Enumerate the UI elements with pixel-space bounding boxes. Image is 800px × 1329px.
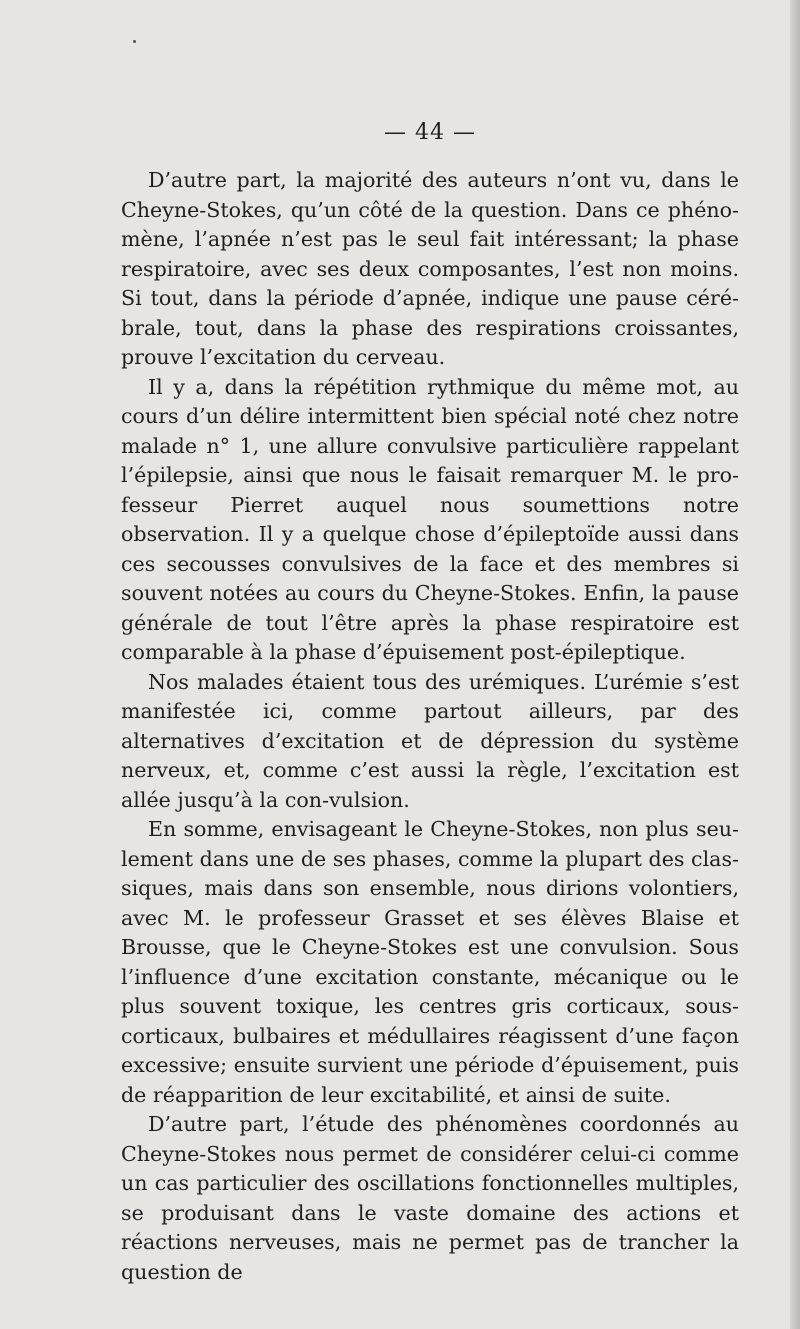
page-edge-shadow [790, 0, 800, 1329]
ink-speck [133, 40, 136, 43]
body-text [121, 166, 739, 1287]
page-number: — 44 — [384, 120, 476, 145]
paragraph-4: En somme, envisageant le Cheyne-Stokes, non plus seu-lement dans une de ses phases, comme la plupart des clas-siques, mais dans son ensemble, nous dirions volontiers, avec M. le professeur Grasset et ses élèves Blaise et Brousse, que le Cheyne-Stokes est une convulsion. Sous l’influence d’une excitation constante, mécanique ou le plus souvent toxique, les centres gris corticaux, sous-corticaux, bulbaires et médullaires réagissent d’une façon excessive; ensuite survient une période d’épuisement, puis de réapparition de leur excitabilité, et ainsi de suite. [121, 817, 739, 1107]
paragraph-1: D’autre part, la majorité des auteurs n’ont vu, dans le Cheyne-Stokes, qu’un côté de la question. Dans ce phéno-mène, l’apnée n’est pas le seul fait intéressant; la phase respiratoire, avec ses deux composantes, l’est non moins. Si tout, dans la période d’apnée, indique une pause céré-brale, tout, dans la phase des respirations croissantes, prouve l’excitation du cerveau. [121, 168, 739, 369]
paragraph-3: Nos malades étaient tous des urémiques. L’urémie s’est manifestée ici, comme partout ailleurs, par des alternatives d’excitation et de dépression du système nerveux, et, comme c’est aussi la règle, l’excitation est allée jusqu’à la con-vulsion. [121, 669, 739, 812]
paragraph-5: D’autre part, l’étude des phénomènes coordonnés au Cheyne-Stokes nous permet de considérer celui-ci comme un cas particulier des oscillations fonctionnelles multiples, se produisant dans le vaste domaine des actions et réactions nerveuses, mais ne permet pas de trancher la question de [121, 1112, 739, 1284]
paragraph-2: Il y a, dans la répétition rythmique du même mot, au cours d’un délire intermittent bien spécial noté chez notre malade n° 1, une allure convulsive particulière rappelant l’épilepsie, ainsi que nous le faisait remarquer M. le pro-fesseur Pierret auquel nous soumettions notre observation. Il y a quelque chose d’épileptoïde aussi dans ces secousses convulsives de la face et des membres si souvent notées au cours du Cheyne-Stokes. Enfin, la pause générale de tout l’être après la phase respiratoire est comparable à la phase d’épuisement post-épileptique. [121, 374, 739, 664]
